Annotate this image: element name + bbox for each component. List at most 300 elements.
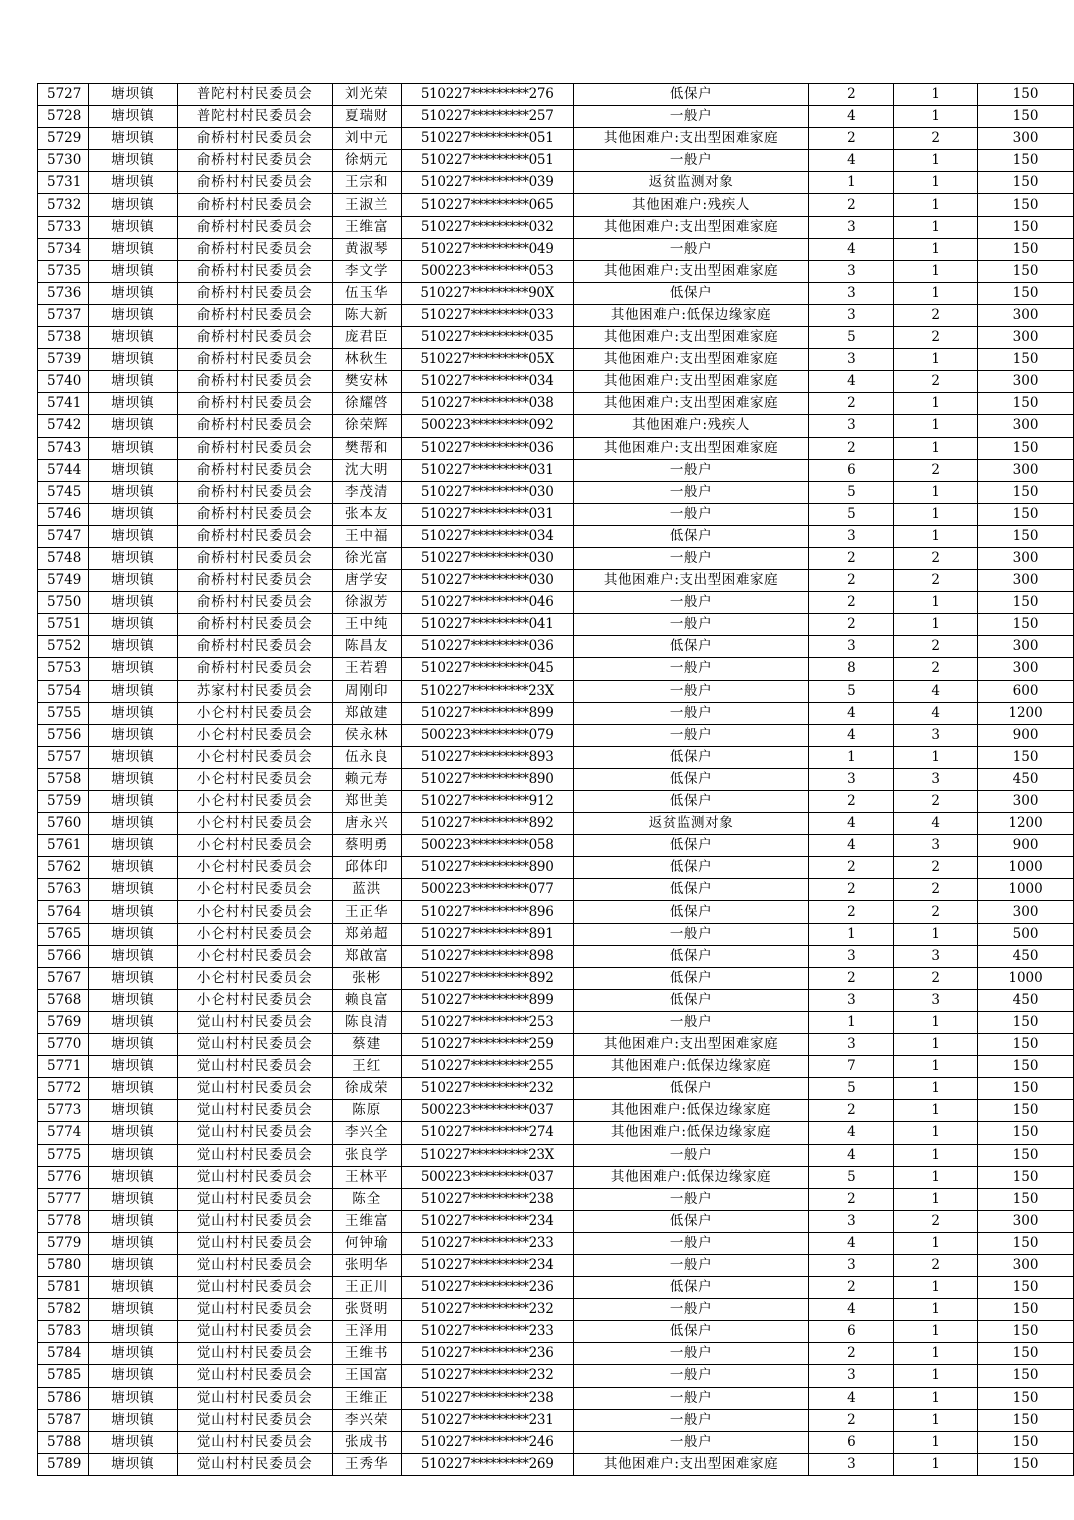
name-cell: 李茂清 [332, 481, 401, 503]
household-category-cell: 低保户 [573, 1321, 809, 1343]
village-committee-cell: 小仑村村民委员会 [177, 989, 332, 1011]
table-row [38, 1365, 1074, 1387]
amount-cell: 150 [978, 1011, 1074, 1033]
village-committee-cell: 觉山村村民委员会 [177, 1100, 332, 1122]
serial-number-cell: 5769 [38, 1011, 89, 1033]
table-row [38, 437, 1074, 459]
serial-number-cell: 5758 [38, 768, 89, 790]
serial-number-cell: 5739 [38, 349, 89, 371]
amount-cell: 150 [978, 1166, 1074, 1188]
household-size-cell: 2 [809, 1277, 894, 1299]
amount-cell: 150 [978, 1122, 1074, 1144]
amount-cell: 150 [978, 1056, 1074, 1078]
table-row [38, 1210, 1074, 1232]
village-committee-cell: 小仑村村民委员会 [177, 857, 332, 879]
id-number-cell: 510227*********234 [401, 1254, 573, 1276]
household-category-cell: 返贫监测对象 [573, 172, 809, 194]
id-number-cell: 510227*********899 [401, 702, 573, 724]
name-cell: 徐淑芳 [332, 592, 401, 614]
village-committee-cell: 觉山村村民委员会 [177, 1034, 332, 1056]
table-row [38, 106, 1074, 128]
amount-cell: 1000 [978, 857, 1074, 879]
id-number-cell: 510227*********246 [401, 1431, 573, 1453]
beneficiary-count-cell: 2 [894, 1210, 978, 1232]
name-cell: 徐耀啓 [332, 393, 401, 415]
amount-cell: 300 [978, 658, 1074, 680]
name-cell: 陈大新 [332, 304, 401, 326]
beneficiary-count-cell: 1 [894, 592, 978, 614]
name-cell: 王正华 [332, 901, 401, 923]
village-committee-cell: 小仑村村民委员会 [177, 768, 332, 790]
serial-number-cell: 5744 [38, 459, 89, 481]
table-row [38, 1409, 1074, 1431]
amount-cell: 150 [978, 1188, 1074, 1210]
town-cell: 塘坝镇 [88, 1122, 177, 1144]
beneficiary-count-cell: 1 [894, 1011, 978, 1033]
serial-number-cell: 5780 [38, 1254, 89, 1276]
name-cell: 李文学 [332, 260, 401, 282]
town-cell: 塘坝镇 [88, 1254, 177, 1276]
name-cell: 张本友 [332, 503, 401, 525]
household-category-cell: 一般户 [573, 1431, 809, 1453]
household-category-cell: 一般户 [573, 481, 809, 503]
amount-cell: 300 [978, 415, 1074, 437]
village-committee-cell: 俞桥村村民委员会 [177, 282, 332, 304]
amount-cell: 150 [978, 1034, 1074, 1056]
beneficiary-count-cell: 1 [894, 1365, 978, 1387]
serial-number-cell: 5783 [38, 1321, 89, 1343]
village-committee-cell: 小仑村村民委员会 [177, 746, 332, 768]
village-committee-cell: 俞桥村村民委员会 [177, 327, 332, 349]
household-size-cell: 2 [809, 614, 894, 636]
household-category-cell: 一般户 [573, 1409, 809, 1431]
table-row [38, 547, 1074, 569]
beneficiary-count-cell: 2 [894, 547, 978, 569]
beneficiary-count-cell: 3 [894, 835, 978, 857]
name-cell: 蔡明勇 [332, 835, 401, 857]
household-category-cell: 一般户 [573, 1144, 809, 1166]
id-number-cell: 510227*********034 [401, 525, 573, 547]
name-cell: 邱体印 [332, 857, 401, 879]
name-cell: 陈全 [332, 1188, 401, 1210]
household-category-cell: 一般户 [573, 702, 809, 724]
table-row [38, 835, 1074, 857]
id-number-cell: 510227*********236 [401, 1343, 573, 1365]
serial-number-cell: 5734 [38, 238, 89, 260]
beneficiary-count-cell: 1 [894, 1166, 978, 1188]
amount-cell: 150 [978, 1100, 1074, 1122]
amount-cell: 300 [978, 791, 1074, 813]
household-size-cell: 3 [809, 304, 894, 326]
table-row [38, 349, 1074, 371]
table-row [38, 570, 1074, 592]
town-cell: 塘坝镇 [88, 768, 177, 790]
table-row [38, 371, 1074, 393]
household-category-cell: 一般户 [573, 1299, 809, 1321]
serial-number-cell: 5733 [38, 216, 89, 238]
amount-cell: 300 [978, 570, 1074, 592]
household-size-cell: 2 [809, 437, 894, 459]
household-size-cell: 4 [809, 702, 894, 724]
household-category-cell: 其他困难户:低保边缘家庭 [573, 304, 809, 326]
id-number-cell: 510227*********893 [401, 746, 573, 768]
household-size-cell: 4 [809, 106, 894, 128]
household-category-cell: 低保户 [573, 1078, 809, 1100]
id-number-cell: 510227*********030 [401, 547, 573, 569]
serial-number-cell: 5742 [38, 415, 89, 437]
household-size-cell: 4 [809, 238, 894, 260]
id-number-cell: 510227*********238 [401, 1188, 573, 1210]
serial-number-cell: 5789 [38, 1453, 89, 1475]
beneficiary-count-cell: 1 [894, 415, 978, 437]
household-size-cell: 5 [809, 680, 894, 702]
table-row [38, 1034, 1074, 1056]
village-committee-cell: 觉山村村民委员会 [177, 1365, 332, 1387]
amount-cell: 150 [978, 1453, 1074, 1475]
serial-number-cell: 5759 [38, 791, 89, 813]
household-category-cell: 其他困难户:支出型困难家庭 [573, 128, 809, 150]
household-category-cell: 一般户 [573, 1011, 809, 1033]
amount-cell: 150 [978, 525, 1074, 547]
serial-number-cell: 5757 [38, 746, 89, 768]
table-row [38, 459, 1074, 481]
amount-cell: 1200 [978, 813, 1074, 835]
beneficiary-count-cell: 1 [894, 1277, 978, 1299]
village-committee-cell: 俞桥村村民委员会 [177, 614, 332, 636]
beneficiary-count-cell: 2 [894, 459, 978, 481]
town-cell: 塘坝镇 [88, 1011, 177, 1033]
household-category-cell: 低保户 [573, 857, 809, 879]
household-category-cell: 一般户 [573, 658, 809, 680]
village-committee-cell: 俞桥村村民委员会 [177, 437, 332, 459]
name-cell: 王林平 [332, 1166, 401, 1188]
serial-number-cell: 5770 [38, 1034, 89, 1056]
household-category-cell: 低保户 [573, 636, 809, 658]
amount-cell: 1000 [978, 967, 1074, 989]
town-cell: 塘坝镇 [88, 1100, 177, 1122]
beneficiary-count-cell: 1 [894, 172, 978, 194]
serial-number-cell: 5773 [38, 1100, 89, 1122]
town-cell: 塘坝镇 [88, 393, 177, 415]
table-row [38, 1343, 1074, 1365]
name-cell: 蓝洪 [332, 879, 401, 901]
id-number-cell: 510227*********892 [401, 967, 573, 989]
beneficiary-count-cell: 1 [894, 1078, 978, 1100]
id-number-cell: 510227*********030 [401, 481, 573, 503]
town-cell: 塘坝镇 [88, 172, 177, 194]
village-committee-cell: 小仑村村民委员会 [177, 835, 332, 857]
household-size-cell: 3 [809, 525, 894, 547]
table-row [38, 282, 1074, 304]
table-row [38, 768, 1074, 790]
town-cell: 塘坝镇 [88, 592, 177, 614]
household-size-cell: 3 [809, 989, 894, 1011]
household-category-cell: 其他困难户:支出型困难家庭 [573, 437, 809, 459]
town-cell: 塘坝镇 [88, 923, 177, 945]
town-cell: 塘坝镇 [88, 437, 177, 459]
beneficiary-count-cell: 1 [894, 1100, 978, 1122]
name-cell: 庞君臣 [332, 327, 401, 349]
village-committee-cell: 俞桥村村民委员会 [177, 636, 332, 658]
id-number-cell: 510227*********912 [401, 791, 573, 813]
serial-number-cell: 5768 [38, 989, 89, 1011]
household-size-cell: 3 [809, 1365, 894, 1387]
household-category-cell: 其他困难户:低保边缘家庭 [573, 1056, 809, 1078]
id-number-cell: 510227*********034 [401, 371, 573, 393]
id-number-cell: 510227*********236 [401, 1277, 573, 1299]
village-committee-cell: 觉山村村民委员会 [177, 1343, 332, 1365]
household-size-cell: 3 [809, 349, 894, 371]
name-cell: 郑世美 [332, 791, 401, 813]
name-cell: 王维富 [332, 1210, 401, 1232]
village-committee-cell: 觉山村村民委员会 [177, 1011, 332, 1033]
household-category-cell: 一般户 [573, 547, 809, 569]
village-committee-cell: 俞桥村村民委员会 [177, 525, 332, 547]
id-number-cell: 510227*********255 [401, 1056, 573, 1078]
village-committee-cell: 小仑村村民委员会 [177, 945, 332, 967]
village-committee-cell: 觉山村村民委员会 [177, 1210, 332, 1232]
table-row [38, 1122, 1074, 1144]
household-category-cell: 一般户 [573, 724, 809, 746]
serial-number-cell: 5771 [38, 1056, 89, 1078]
village-committee-cell: 普陀村村民委员会 [177, 84, 332, 106]
table-row [38, 658, 1074, 680]
household-category-cell: 其他困难户:支出型困难家庭 [573, 570, 809, 592]
name-cell: 王若碧 [332, 658, 401, 680]
beneficiary-count-cell: 2 [894, 371, 978, 393]
amount-cell: 150 [978, 260, 1074, 282]
table-row [38, 503, 1074, 525]
table-row [38, 304, 1074, 326]
id-number-cell: 510227*********030 [401, 570, 573, 592]
village-committee-cell: 觉山村村民委员会 [177, 1232, 332, 1254]
beneficiary-count-cell: 1 [894, 614, 978, 636]
household-size-cell: 7 [809, 1056, 894, 1078]
name-cell: 刘中元 [332, 128, 401, 150]
name-cell: 唐永兴 [332, 813, 401, 835]
id-number-cell: 500223*********037 [401, 1166, 573, 1188]
village-committee-cell: 觉山村村民委员会 [177, 1409, 332, 1431]
beneficiary-count-cell: 1 [894, 923, 978, 945]
household-category-cell: 其他困难户:支出型困难家庭 [573, 349, 809, 371]
serial-number-cell: 5776 [38, 1166, 89, 1188]
amount-cell: 150 [978, 1232, 1074, 1254]
household-size-cell: 3 [809, 636, 894, 658]
town-cell: 塘坝镇 [88, 238, 177, 260]
table-row [38, 1277, 1074, 1299]
beneficiary-count-cell: 1 [894, 1188, 978, 1210]
household-size-cell: 3 [809, 1034, 894, 1056]
amount-cell: 150 [978, 1144, 1074, 1166]
beneficiary-count-cell: 2 [894, 327, 978, 349]
household-category-cell: 其他困难户:支出型困难家庭 [573, 371, 809, 393]
town-cell: 塘坝镇 [88, 945, 177, 967]
town-cell: 塘坝镇 [88, 570, 177, 592]
name-cell: 蔡建 [332, 1034, 401, 1056]
town-cell: 塘坝镇 [88, 150, 177, 172]
village-committee-cell: 苏家村村民委员会 [177, 680, 332, 702]
amount-cell: 150 [978, 1078, 1074, 1100]
id-number-cell: 510227*********896 [401, 901, 573, 923]
id-number-cell: 510227*********035 [401, 327, 573, 349]
name-cell: 陈良清 [332, 1011, 401, 1033]
household-size-cell: 3 [809, 1453, 894, 1475]
serial-number-cell: 5755 [38, 702, 89, 724]
table-row [38, 1321, 1074, 1343]
town-cell: 塘坝镇 [88, 371, 177, 393]
household-category-cell: 低保户 [573, 901, 809, 923]
name-cell: 陈原 [332, 1100, 401, 1122]
amount-cell: 150 [978, 592, 1074, 614]
household-size-cell: 2 [809, 393, 894, 415]
household-category-cell: 其他困难户:低保边缘家庭 [573, 1166, 809, 1188]
village-committee-cell: 俞桥村村民委员会 [177, 547, 332, 569]
amount-cell: 150 [978, 1409, 1074, 1431]
table-row [38, 150, 1074, 172]
town-cell: 塘坝镇 [88, 282, 177, 304]
table-row [38, 702, 1074, 724]
village-committee-cell: 俞桥村村民委员会 [177, 658, 332, 680]
serial-number-cell: 5784 [38, 1343, 89, 1365]
beneficiary-count-cell: 2 [894, 857, 978, 879]
name-cell: 郑啟建 [332, 702, 401, 724]
household-size-cell: 2 [809, 901, 894, 923]
household-category-cell: 其他困难户:支出型困难家庭 [573, 393, 809, 415]
name-cell: 沈大明 [332, 459, 401, 481]
household-size-cell: 5 [809, 503, 894, 525]
name-cell: 周刚印 [332, 680, 401, 702]
village-committee-cell: 小仑村村民委员会 [177, 791, 332, 813]
household-size-cell: 2 [809, 967, 894, 989]
amount-cell: 300 [978, 547, 1074, 569]
town-cell: 塘坝镇 [88, 857, 177, 879]
table-row [38, 967, 1074, 989]
household-size-cell: 3 [809, 260, 894, 282]
household-size-cell: 5 [809, 1166, 894, 1188]
household-category-cell: 一般户 [573, 1343, 809, 1365]
beneficiary-count-cell: 2 [894, 658, 978, 680]
serial-number-cell: 5749 [38, 570, 89, 592]
town-cell: 塘坝镇 [88, 724, 177, 746]
town-cell: 塘坝镇 [88, 84, 177, 106]
amount-cell: 150 [978, 1431, 1074, 1453]
serial-number-cell: 5764 [38, 901, 89, 923]
id-number-cell: 510227*********031 [401, 503, 573, 525]
household-category-cell: 低保户 [573, 1210, 809, 1232]
name-cell: 王淑兰 [332, 194, 401, 216]
household-size-cell: 1 [809, 923, 894, 945]
amount-cell: 150 [978, 437, 1074, 459]
village-committee-cell: 觉山村村民委员会 [177, 1122, 332, 1144]
beneficiary-count-cell: 1 [894, 260, 978, 282]
id-number-cell: 510227*********038 [401, 393, 573, 415]
town-cell: 塘坝镇 [88, 1453, 177, 1475]
household-size-cell: 6 [809, 1431, 894, 1453]
serial-number-cell: 5762 [38, 857, 89, 879]
table-row [38, 614, 1074, 636]
amount-cell: 150 [978, 503, 1074, 525]
id-number-cell: 510227*********891 [401, 923, 573, 945]
village-committee-cell: 俞桥村村民委员会 [177, 349, 332, 371]
serial-number-cell: 5787 [38, 1409, 89, 1431]
table-row [38, 216, 1074, 238]
town-cell: 塘坝镇 [88, 415, 177, 437]
household-size-cell: 5 [809, 481, 894, 503]
name-cell: 徐炳元 [332, 150, 401, 172]
serial-number-cell: 5737 [38, 304, 89, 326]
serial-number-cell: 5745 [38, 481, 89, 503]
household-category-cell: 低保户 [573, 746, 809, 768]
town-cell: 塘坝镇 [88, 835, 177, 857]
amount-cell: 150 [978, 614, 1074, 636]
village-committee-cell: 普陀村村民委员会 [177, 106, 332, 128]
name-cell: 王正川 [332, 1277, 401, 1299]
amount-cell: 150 [978, 1365, 1074, 1387]
id-number-cell: 510227*********259 [401, 1034, 573, 1056]
name-cell: 张良学 [332, 1144, 401, 1166]
town-cell: 塘坝镇 [88, 1343, 177, 1365]
beneficiary-count-cell: 1 [894, 1343, 978, 1365]
serial-number-cell: 5772 [38, 1078, 89, 1100]
id-number-cell: 510227*********276 [401, 84, 573, 106]
serial-number-cell: 5750 [38, 592, 89, 614]
amount-cell: 150 [978, 393, 1074, 415]
village-committee-cell: 觉山村村民委员会 [177, 1321, 332, 1343]
household-size-cell: 4 [809, 835, 894, 857]
serial-number-cell: 5748 [38, 547, 89, 569]
table-row [38, 813, 1074, 835]
table-row [38, 945, 1074, 967]
amount-cell: 300 [978, 1210, 1074, 1232]
table-row [38, 1144, 1074, 1166]
id-number-cell: 500223*********058 [401, 835, 573, 857]
table-row [38, 1011, 1074, 1033]
household-size-cell: 2 [809, 547, 894, 569]
village-committee-cell: 觉山村村民委员会 [177, 1277, 332, 1299]
name-cell: 王红 [332, 1056, 401, 1078]
amount-cell: 150 [978, 150, 1074, 172]
village-committee-cell: 俞桥村村民委员会 [177, 393, 332, 415]
name-cell: 张彬 [332, 967, 401, 989]
household-size-cell: 4 [809, 724, 894, 746]
amount-cell: 900 [978, 724, 1074, 746]
serial-number-cell: 5747 [38, 525, 89, 547]
id-number-cell: 510227*********036 [401, 636, 573, 658]
name-cell: 张贤明 [332, 1299, 401, 1321]
id-number-cell: 510227*********253 [401, 1011, 573, 1033]
name-cell: 王维书 [332, 1343, 401, 1365]
town-cell: 塘坝镇 [88, 481, 177, 503]
village-committee-cell: 小仑村村民委员会 [177, 901, 332, 923]
village-committee-cell: 小仑村村民委员会 [177, 879, 332, 901]
town-cell: 塘坝镇 [88, 194, 177, 216]
amount-cell: 450 [978, 989, 1074, 1011]
town-cell: 塘坝镇 [88, 349, 177, 371]
household-category-cell: 低保户 [573, 525, 809, 547]
household-size-cell: 3 [809, 415, 894, 437]
beneficiary-count-cell: 2 [894, 879, 978, 901]
household-category-cell: 低保户 [573, 835, 809, 857]
household-category-cell: 低保户 [573, 989, 809, 1011]
amount-cell: 150 [978, 282, 1074, 304]
table-row [38, 1299, 1074, 1321]
household-size-cell: 2 [809, 1188, 894, 1210]
household-size-cell: 2 [809, 194, 894, 216]
amount-cell: 150 [978, 106, 1074, 128]
household-category-cell: 一般户 [573, 923, 809, 945]
serial-number-cell: 5756 [38, 724, 89, 746]
name-cell: 郑啟富 [332, 945, 401, 967]
